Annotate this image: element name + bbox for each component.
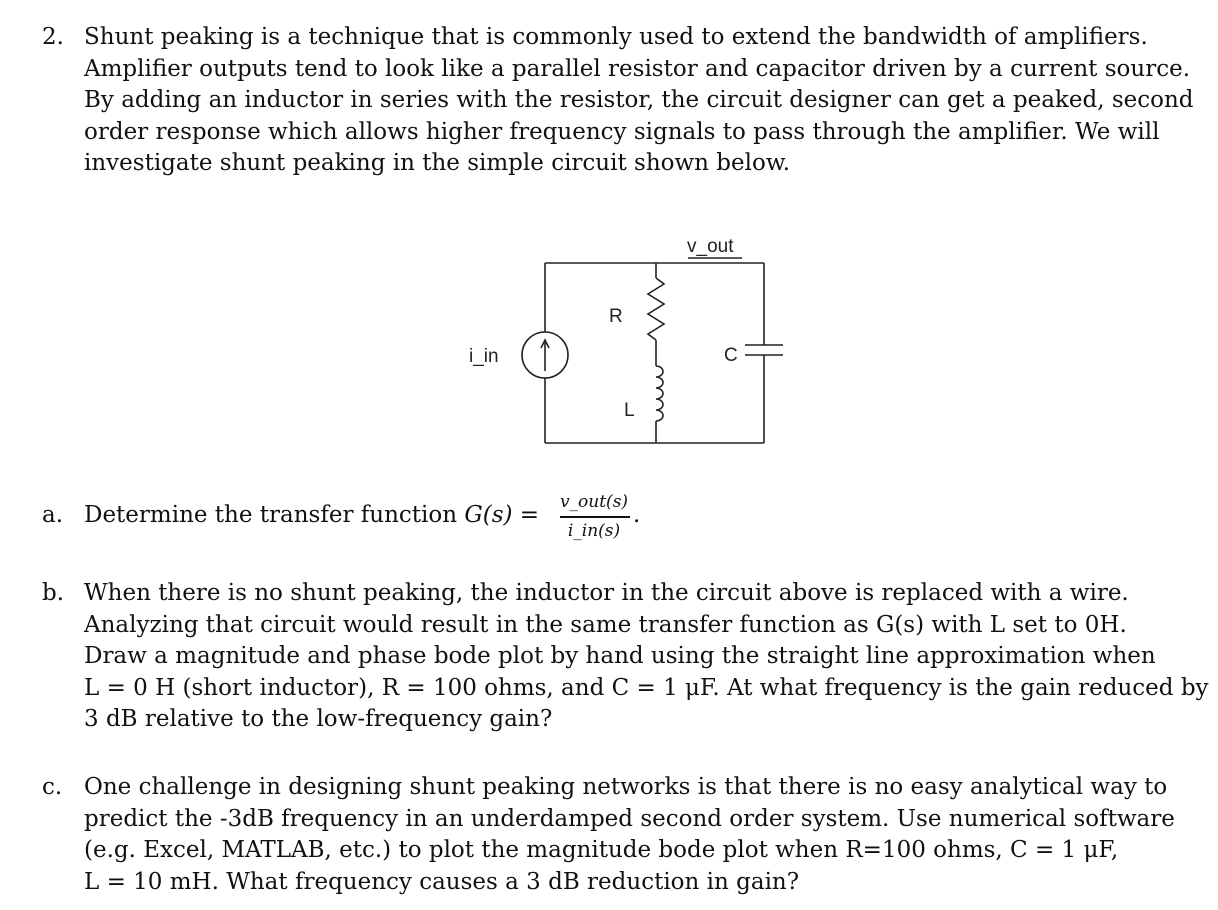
part-b-line: L = 0 H (short inductor), R = 100 ohms, and C = 1 μF. At what frequency is the gain reduced by — [84, 674, 1209, 701]
intro-line: By adding an inductor in series with the resistor, the circuit designer can get a peaked, second — [84, 87, 1194, 113]
vout-label: v_out — [687, 236, 734, 257]
transfer-function-symbol: G(s) — [464, 502, 513, 528]
part-b-line: Draw a magnitude and phase bode plot by hand using the straight line approximation when — [84, 643, 1156, 669]
intro-line: investigate shunt peaking in the simple circuit shown below. — [84, 150, 791, 176]
question-number: 2. — [42, 24, 64, 50]
part-b-marker: b. — [42, 580, 65, 606]
iin-label: i_in — [469, 346, 499, 367]
part-a-period: . — [633, 502, 641, 528]
resistor-label: R — [609, 306, 623, 327]
capacitor-label: C — [724, 345, 738, 366]
part-b-line: Analyzing that circuit would result in the same transfer function as G(s) with L set to 0H. — [84, 611, 1127, 638]
inductor-symbol — [656, 366, 663, 421]
resistor-symbol — [648, 278, 664, 340]
intro-line: Shunt peaking is a technique that is commonly used to extend the bandwidth of amplifiers. — [84, 24, 1148, 50]
equals-sign: = — [512, 502, 540, 528]
part-c-line: predict the -3dB frequency in an underdamped second order system. Use numerical software — [84, 805, 1175, 832]
intro-line: Amplifier outputs tend to look like a parallel resistor and capacitor driven by a current source. — [84, 55, 1190, 82]
fraction-numerator: v_out(s) — [559, 492, 629, 512]
part-c-line: (e.g. Excel, MATLAB, etc.) to plot the magnitude bode plot when R=100 ohms, C = 1 μF, — [84, 837, 1119, 863]
part-c-marker: c. — [42, 774, 63, 800]
part-a-prompt: Determine the transfer function — [84, 502, 465, 528]
fraction-bar — [560, 516, 630, 518]
part-b-line: 3 dB relative to the low-frequency gain? — [84, 706, 553, 732]
part-a-marker: a. — [42, 502, 64, 528]
part-b-text — [84, 578, 1209, 736]
part-c-text — [84, 772, 1209, 898]
inductor-label: L — [624, 400, 635, 421]
intro-line: order response which allows higher frequency signals to pass through the amplifier. We will — [84, 118, 1160, 145]
part-c-line: One challenge in designing shunt peaking networks is that there is no easy analytical way to — [84, 774, 1168, 800]
part-b-line: When there is no shunt peaking, the inductor in the circuit above is replaced with a wire. — [84, 580, 1129, 606]
part-a-text — [84, 500, 554, 532]
fraction-denominator: i_in(s) — [567, 521, 621, 541]
part-c-line: L = 10 mH. What frequency causes a 3 dB reduction in gain? — [84, 868, 800, 895]
